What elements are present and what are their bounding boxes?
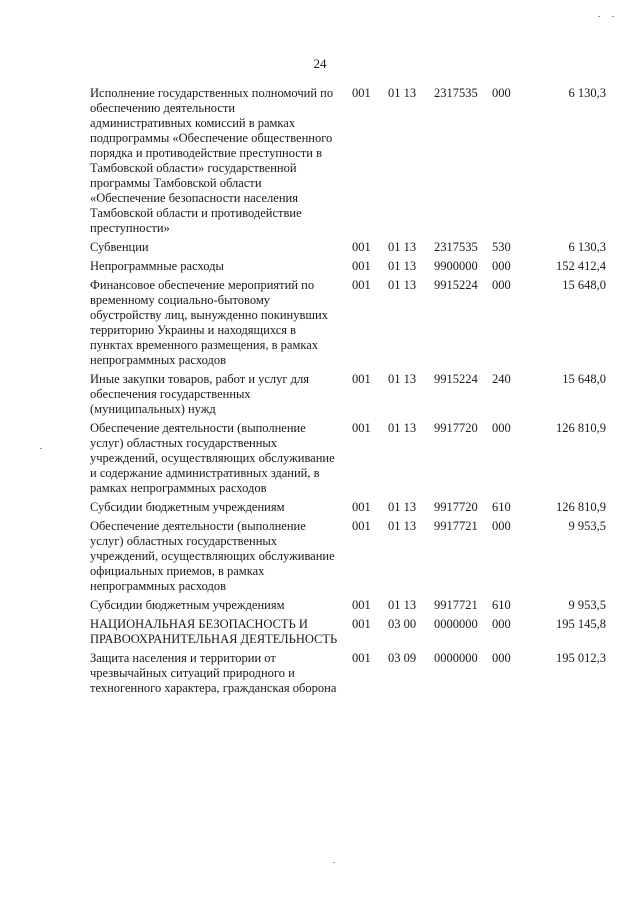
item-name: Непрограммные расходы [90, 259, 224, 273]
department-code: 001 [352, 86, 371, 100]
target-article: 0000000 [434, 617, 478, 631]
expense-type: 610 [492, 500, 511, 514]
amount: 9 953,5 [568, 519, 606, 533]
item-name: Субвенции [90, 240, 149, 254]
department-code: 001 [352, 651, 371, 665]
amount: 195 012,3 [556, 651, 606, 665]
scan-speck [598, 16, 600, 17]
target-article: 9915224 [434, 278, 478, 292]
amount: 195 145,8 [556, 617, 606, 631]
item-name: Субсидии бюджетным учреждениям [90, 500, 285, 514]
amount: 15 648,0 [562, 372, 606, 386]
target-article: 9917721 [434, 519, 478, 533]
section-code: 01 13 [388, 86, 417, 100]
item-name: Исполнение государственных полномочий по обеспечению деятельности административных комиссий в рамках подпрограммы «Обеспечение общественного порядка и противодействие преступности в Тамбовской области» государственной программы Тамбовской области «Обеспечение безопасности населения Тамбовской области и противодействие преступности» [90, 86, 334, 235]
table-row [90, 86, 606, 236]
amount: 126 810,9 [556, 421, 606, 435]
item-name: Защита населения и территории от чрезвычайных ситуаций природного и техногенного характера, гражданская оборона [90, 651, 337, 695]
expense-type: 000 [492, 651, 511, 665]
expense-type: 000 [492, 278, 511, 292]
expense-type: 000 [492, 519, 511, 533]
budget-table [90, 86, 606, 700]
expense-type: 610 [492, 598, 511, 612]
target-article: 9917720 [434, 500, 478, 514]
amount: 6 130,3 [568, 86, 606, 100]
item-name: НАЦИОНАЛЬНАЯ БЕЗОПАСНОСТЬ И ПРАВООХРАНИТЕЛЬНАЯ ДЕЯТЕЛЬНОСТЬ [90, 617, 338, 646]
target-article: 9917721 [434, 598, 478, 612]
target-article: 9915224 [434, 372, 478, 386]
table-row [90, 278, 606, 368]
table-row [90, 421, 606, 496]
amount: 6 130,3 [568, 240, 606, 254]
table-row [90, 598, 606, 613]
target-article: 9900000 [434, 259, 478, 273]
department-code: 001 [352, 421, 371, 435]
section-code: 01 13 [388, 500, 417, 514]
section-code: 01 13 [388, 372, 417, 386]
expense-type: 000 [492, 421, 511, 435]
expense-type: 530 [492, 240, 511, 254]
scan-speck [40, 448, 42, 449]
department-code: 001 [352, 500, 371, 514]
table-row [90, 519, 606, 594]
item-name: Обеспечение деятельности (выполнение услуг) областных государственных учреждений, осуществляющих обслуживание и содержание административных зданий, в рамках непрограммных расходов [90, 421, 335, 495]
section-code: 01 13 [388, 421, 417, 435]
section-code: 03 00 [388, 617, 417, 631]
scan-speck [333, 862, 335, 863]
scan-speck [612, 16, 614, 17]
section-code: 01 13 [388, 240, 417, 254]
department-code: 001 [352, 259, 371, 273]
target-article: 9917720 [434, 421, 478, 435]
department-code: 001 [352, 519, 371, 533]
target-article: 2317535 [434, 240, 478, 254]
expense-type: 000 [492, 617, 511, 631]
table-row [90, 651, 606, 696]
section-code: 01 13 [388, 278, 417, 292]
amount: 15 648,0 [562, 278, 606, 292]
target-article: 2317535 [434, 86, 478, 100]
expense-type: 000 [492, 259, 511, 273]
department-code: 001 [352, 617, 371, 631]
expense-type: 000 [492, 86, 511, 100]
department-code: 001 [352, 598, 371, 612]
item-name: Обеспечение деятельности (выполнение услуг) областных государственных учреждений, осуществляющих обслуживание официальных приемов, в рамках непрограммных расходов [90, 519, 335, 593]
department-code: 001 [352, 240, 371, 254]
table-row [90, 617, 606, 647]
department-code: 001 [352, 372, 371, 386]
page-number: 24 [313, 56, 327, 71]
item-name: Субсидии бюджетным учреждениям [90, 598, 285, 612]
item-name: Иные закупки товаров, работ и услуг для обеспечения государственных (муниципальных) нужд [90, 372, 310, 416]
amount: 126 810,9 [556, 500, 606, 514]
table-row [90, 240, 606, 255]
target-article: 0000000 [434, 651, 478, 665]
section-code: 01 13 [388, 519, 417, 533]
table-row [90, 259, 606, 274]
table-row [90, 500, 606, 515]
table-row [90, 372, 606, 417]
section-code: 03 09 [388, 651, 417, 665]
expense-type: 240 [492, 372, 511, 386]
section-code: 01 13 [388, 259, 417, 273]
item-name: Финансовое обеспечение мероприятий по временному социально-бытовому обустройству лиц, вынужденно покинувших территорию Украины и находящихся в пунктах временного размещения, в рамках непрограммных расходов [90, 278, 328, 367]
amount: 152 412,4 [556, 259, 606, 273]
department-code: 001 [352, 278, 371, 292]
amount: 9 953,5 [568, 598, 606, 612]
section-code: 01 13 [388, 598, 417, 612]
